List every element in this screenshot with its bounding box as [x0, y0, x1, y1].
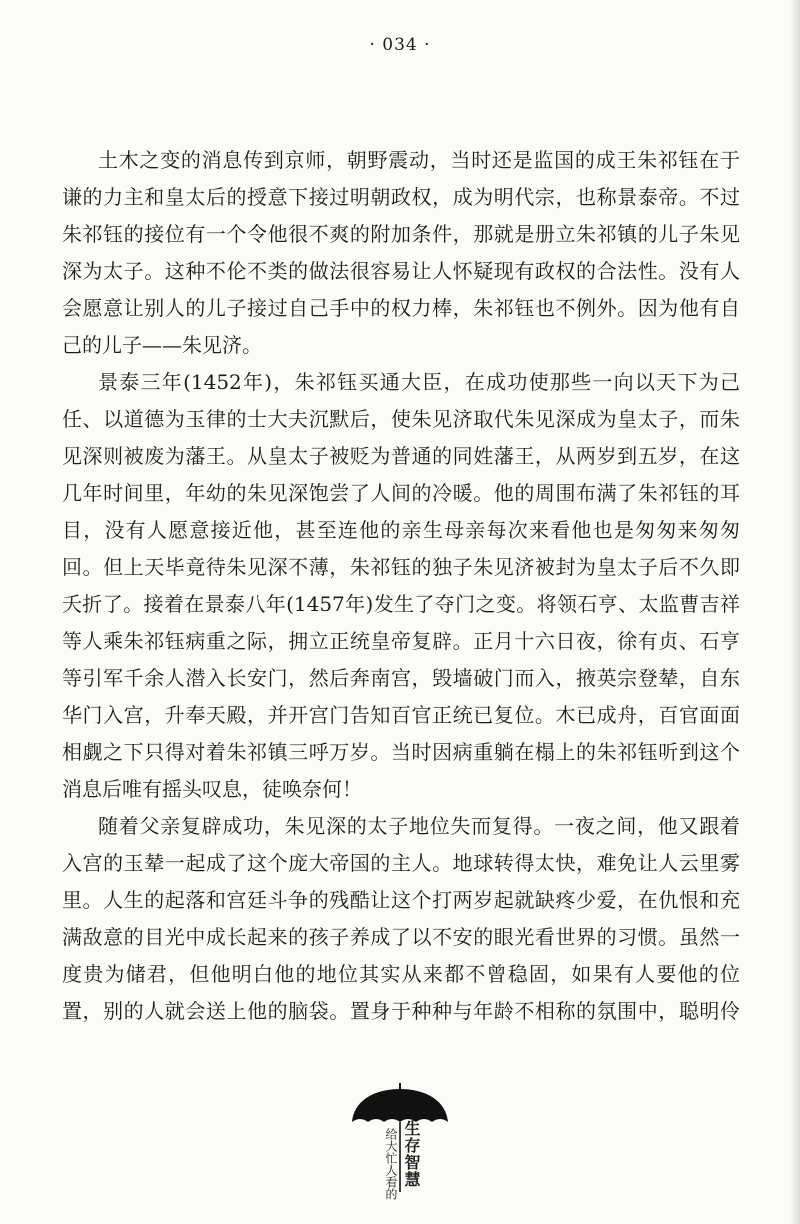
text-line: 目，没有人愿意接近他，甚至连他的亲生母亲每次来看他也是匆匆来匆匆 [62, 518, 740, 542]
paragraph-1 [62, 142, 740, 364]
text-line: 里。人生的起落和宫廷斗争的残酷让这个打两岁起就缺疼少爱，在仇恨和充 [62, 888, 740, 912]
text-line: 己的儿子——朱见济。 [62, 333, 262, 357]
text-line: 见深则被废为藩王。从皇太子被贬为普通的同姓藩王，从两岁到五岁，在这 [62, 444, 740, 468]
text-line: 相觑之下只得对着朱祁镇三呼万岁。当时因病重躺在榻上的朱祁钰听到这个 [62, 740, 740, 764]
text-line: 任、以道德为玉律的士大夫沉默后，使朱见济取代朱见深成为皇太子，而朱 [62, 407, 740, 431]
text-line: 入宫的玉辇一起成了这个庞大帝国的主人。地球转得太快，难免让人云里雾 [62, 851, 740, 875]
text-line: 等人乘朱祁钰病重之际，拥立正统皇帝复辟。正月十六日夜，徐有贞、石亨 [62, 629, 740, 653]
page-number: · 034 · [369, 35, 431, 55]
text-line: 等引军千余人潜入长安门，然后奔南宫，毁墙破门而入，掖英宗登辇，自东 [62, 666, 740, 690]
text-line: 几年时间里，年幼的朱见深饱尝了人间的冷暖。他的周围布满了朱祁钰的耳 [62, 481, 740, 505]
logo-title: 生存智慧 [402, 1120, 421, 1188]
text-line: 景泰三年(1452年)，朱祁钰买通大臣，在成功使那些一向以天下为己 [98, 370, 740, 394]
text-line: 度贵为储君，但他明白他的地位其实从来都不曾稳固，如果有人要他的位 [62, 962, 740, 986]
paragraph-3 [62, 808, 740, 1030]
text-line: 谦的力主和皇太后的授意下接过明朝政权，成为明代宗，也称景泰帝。不过 [62, 185, 740, 209]
page-edge-shadow [790, 0, 800, 1224]
text-line: 随着父亲复辟成功，朱见深的太子地位失而复得。一夜之间，他又跟着 [98, 814, 740, 838]
text-line: 置，别的人就会送上他的脑袋。置身于种种与年龄不相称的氛围中，聪明伶 [62, 999, 740, 1023]
paragraph-2 [62, 364, 740, 808]
text-line: 回。但上天毕竟待朱见深不薄，朱祁钰的独子朱见济被封为皇太子后不久即 [62, 555, 740, 579]
text-line: 深为太子。这种不伦不类的做法很容易让人怀疑现有政权的合法性。没有人 [62, 259, 740, 283]
body-text [62, 142, 740, 1030]
text-line: 会愿意让别人的儿子接过自己手中的权力棒，朱祁钰也不例外。因为他有自 [62, 296, 740, 320]
text-line: 夭折了。接着在景泰八年(1457年)发生了夺门之变。将领石亨、太监曹吉祥 [62, 592, 740, 616]
logo-subtitle: 给大忙人看的 [384, 1128, 398, 1200]
text-line: 华门入宫，升奉天殿，并开宫门告知百官正统已复位。木已成舟，百官面面 [62, 703, 740, 727]
text-line: 土木之变的消息传到京师，朝野震动，当时还是监国的成王朱祁钰在于 [98, 148, 740, 172]
text-line: 满敌意的目光中成长起来的孩子养成了以不安的眼光看世界的习惯。虽然一 [62, 925, 740, 949]
umbrella-icon [345, 1082, 455, 1204]
text-line: 朱祁钰的接位有一个令他很不爽的附加条件，那就是册立朱祁镇的儿子朱见 [62, 222, 740, 246]
text-line: 消息后唯有摇头叹息，徒唤奈何！ [62, 777, 362, 801]
